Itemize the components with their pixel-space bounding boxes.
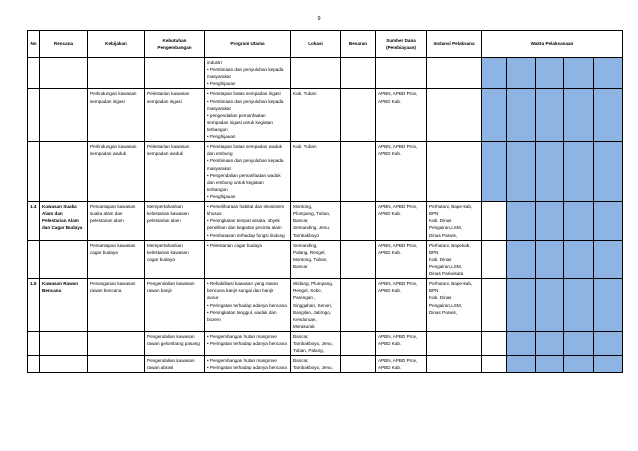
cell-kebutuhan	[145, 58, 205, 89]
schedule-cell	[482, 202, 507, 241]
lokasi-line: Bancar	[293, 263, 308, 269]
cell-lokasi	[291, 58, 341, 89]
program-line: • Peringatan terhadap adanya bencana	[207, 302, 287, 308]
sumber-line: APBD Kab.	[378, 98, 402, 104]
sumber-line: APBN, APBD Prov,	[378, 242, 417, 248]
lokasi-line: Tambakboyo	[293, 232, 320, 238]
cell-instansi	[427, 240, 482, 279]
cell-lokasi	[291, 89, 341, 142]
cell-no	[28, 279, 40, 332]
no-text: 1.5	[30, 281, 37, 287]
cell-kebutuhan	[145, 279, 205, 332]
kebutuhan-line: sempadan irigasi	[147, 98, 182, 104]
cell-lokasi	[291, 279, 341, 332]
table-header-row	[28, 31, 623, 58]
cell-program	[205, 279, 291, 332]
table-row	[28, 331, 623, 355]
cell-rencana	[40, 331, 88, 355]
sumber-line: APBD Kab.	[378, 151, 402, 157]
kebutuhan-line: rawan abrasi	[147, 365, 174, 371]
cell-sumber	[376, 89, 427, 142]
schedule-cell	[536, 202, 564, 241]
schedule-cell	[594, 142, 623, 202]
cell-lokasi	[291, 142, 341, 202]
schedule-cell	[536, 331, 564, 355]
header-no: No	[28, 31, 40, 58]
cell-lokasi	[291, 356, 341, 373]
program-line: • Penghijauan	[207, 193, 236, 199]
header-sumber: Sumber Dana (Pembiayaan)	[376, 31, 427, 58]
lokasi-line: Widang, Plumpang,	[293, 281, 334, 287]
program-line: khusus	[207, 211, 222, 217]
sumber-line: APBN, APBD Prov,	[378, 358, 417, 364]
schedule-cell	[564, 142, 594, 202]
kebutuhan-line: rawan banjir	[147, 288, 173, 294]
sumber-line: APBD Kab.	[378, 341, 402, 347]
schedule-cell	[594, 279, 623, 332]
header-kebutuhan: Kebutuhan Pengembangan	[145, 31, 205, 58]
rencana-line: Kawasan Rawan	[42, 281, 78, 287]
cell-no	[28, 202, 40, 241]
program-line: dan embung	[207, 151, 233, 157]
sumber-line: APBN, APBD Prov,	[378, 333, 417, 339]
schedule-cell	[536, 356, 564, 373]
cell-sumber	[376, 279, 427, 332]
table-row	[28, 279, 623, 332]
program-line: • Pembinaan dan penyuluhan kepada	[207, 158, 284, 164]
program-line: • Penghijauan	[207, 134, 236, 140]
cell-program	[205, 58, 291, 89]
schedule-cell	[507, 202, 536, 241]
program-line: industri	[207, 60, 222, 65]
schedule-cell	[594, 89, 623, 142]
kebutuhan-line: cagar budaya	[147, 256, 175, 262]
schedule-cell	[482, 240, 507, 279]
cell-rencana	[40, 356, 88, 373]
instansi-line: Perhutani, Bape-kab, BPN	[429, 281, 473, 294]
instansi-line: Kab. Dinas Pengairan,LSM,	[429, 295, 462, 308]
program-line: • Peringatan terhadap adanya bencana	[207, 365, 287, 371]
cell-instansi	[427, 58, 482, 89]
table-body	[28, 58, 623, 373]
table-row	[28, 142, 623, 202]
cell-kebijakan	[88, 142, 145, 202]
sumber-line: APBD Kab.	[378, 249, 402, 255]
program-line: • Peningkatan tanggul, waduk dan	[207, 309, 277, 315]
program-line: • Pengembangan hutan mangrove	[207, 333, 277, 339]
program-line: sempadan irigasi untuk kegiatan	[207, 119, 273, 125]
cell-instansi	[427, 279, 482, 332]
program-line: • Penghijauan	[207, 81, 236, 87]
cell-instansi	[427, 331, 482, 355]
rencana-line: dan Cagar Budaya	[42, 225, 83, 231]
program-line: masyarakat	[207, 165, 231, 171]
schedule-cell	[482, 356, 507, 373]
schedule-cell	[594, 240, 623, 279]
kebijakan-line: suaka alam dan	[90, 211, 123, 217]
schedule-cell	[564, 240, 594, 279]
program-line: • Pemeliharaan habitat dan ekosistem	[207, 204, 285, 210]
cell-kebutuhan	[145, 89, 205, 142]
kebijakan-line: pelestarian alam	[90, 218, 124, 224]
lokasi-line: Bancar,	[293, 218, 309, 224]
cell-no	[28, 240, 40, 279]
cell-kebijakan	[88, 331, 145, 355]
rencana-line: Pelestarian Alam	[42, 218, 79, 224]
schedule-cell	[507, 89, 536, 142]
rencana-line: Kawasan Suaka	[42, 204, 77, 210]
schedule-cell	[564, 89, 594, 142]
schedule-cell	[507, 356, 536, 373]
cell-sumber	[376, 202, 427, 241]
instansi-line: Dinas Pariwisata	[429, 271, 464, 277]
cell-kebutuhan	[145, 356, 205, 373]
instansi-line: Perhutani, Bapekab, BPN	[429, 242, 471, 255]
program-line: • Pelestarian cagar budaya	[207, 242, 262, 248]
cell-kebijakan	[88, 356, 145, 373]
schedule-cell	[507, 331, 536, 355]
cell-no	[28, 331, 40, 355]
kebutuhan-line: Pengendalian kawasan	[147, 333, 195, 339]
instansi-line: Kab. Dinas Pengairan,LSM,	[429, 218, 462, 231]
cell-instansi	[427, 356, 482, 373]
cell-lokasi	[291, 202, 341, 241]
instansi-line: Kab. Dinas Pengairan,LSM,	[429, 256, 462, 269]
kebutuhan-line: kelestarian kawasan	[147, 249, 189, 255]
schedule-cell	[482, 279, 507, 332]
cell-besaran	[341, 331, 376, 355]
program-line: dan embung untuk kegiatan	[207, 179, 264, 185]
cell-besaran	[341, 142, 376, 202]
instansi-line: Perhutani, Bape-kab, BPN	[429, 204, 473, 217]
cell-lokasi	[291, 331, 341, 355]
schedule-cell	[594, 331, 623, 355]
cell-instansi	[427, 142, 482, 202]
lokasi-line: Semanding,	[293, 242, 318, 248]
cell-rencana	[40, 58, 88, 89]
cell-no	[28, 356, 40, 373]
instansi-line: Dinas Parwis,	[429, 309, 458, 315]
header-kebijakan: Kebijakan	[88, 31, 145, 58]
cell-besaran	[341, 356, 376, 373]
lokasi-line: Plumpang, Tuban,	[293, 211, 331, 217]
cell-sumber	[376, 240, 427, 279]
header-program: Program Utama	[205, 31, 291, 58]
lokasi-line: Palang, Rengel,	[293, 249, 326, 255]
cell-no	[28, 142, 40, 202]
cell-instansi	[427, 202, 482, 241]
kebijakan-line: Pemantapan kawasan	[90, 204, 136, 210]
schedule-cell	[482, 58, 507, 89]
cell-kebutuhan	[145, 202, 205, 241]
kebutuhan-line: Pelestarian kawasan	[147, 144, 190, 150]
kebijakan-line: rawan bencana	[90, 288, 122, 294]
sumber-line: APBN, APBD Prov,	[378, 281, 417, 287]
program-line: • Pengendalian pemanfaatan waduk	[207, 172, 281, 178]
kebutuhan-line: pelestarian alam	[147, 218, 181, 224]
program-table	[27, 30, 623, 373]
program-line: bencana banjir sungai dan banjir	[207, 288, 274, 294]
kebutuhan-line: Pengendalian kawasan	[147, 358, 195, 364]
cell-kebijakan	[88, 202, 145, 241]
program-line: • Penetapan batas sempadan irigasi	[207, 91, 281, 97]
no-text: 1.4	[30, 204, 37, 210]
schedule-cell	[536, 279, 564, 332]
cell-besaran	[341, 240, 376, 279]
kebijakan-line: sempadan irigasi	[90, 98, 125, 104]
lokasi-line: Bancar,	[293, 358, 309, 364]
cell-kebutuhan	[145, 331, 205, 355]
schedule-cell	[536, 142, 564, 202]
cell-kebijakan	[88, 89, 145, 142]
program-line: • Pengembangan hutan mangrove	[207, 358, 277, 364]
table-row	[28, 356, 623, 373]
lokasi-line: Montong, Tuban,	[293, 256, 328, 262]
schedule-cell	[564, 202, 594, 241]
table-row	[28, 58, 623, 89]
cell-kebijakan	[88, 58, 145, 89]
cell-sumber	[376, 356, 427, 373]
rencana-line: Alam dan	[42, 211, 63, 217]
cell-rencana	[40, 202, 88, 241]
header-instansi: Instansi Pelaksana	[427, 31, 482, 58]
schedule-cell	[564, 279, 594, 332]
header-besaran: Besaran	[341, 31, 376, 58]
sumber-line: APBD Kab.	[378, 288, 402, 294]
program-line: masyarakat	[207, 74, 231, 80]
lokasi-line: Bangilan, Jatirogo,	[293, 309, 332, 315]
cell-besaran	[341, 58, 376, 89]
page-number: 9	[317, 16, 321, 22]
program-line: avour	[207, 295, 219, 301]
program-line: • Pembatasan terhadap fungsi lindung	[207, 232, 285, 238]
lokasi-line: Bancar,	[293, 333, 309, 339]
cell-rencana	[40, 279, 88, 332]
program-line: • pengendalian pemanfaatan	[207, 112, 266, 118]
kebutuhan-line: Mempertahankan	[147, 204, 183, 210]
cell-kebutuhan	[145, 142, 205, 202]
program-line: • Peringatan terhadap adanya bencana	[207, 341, 287, 347]
schedule-cell	[564, 58, 594, 89]
lokasi-line: Kab. Tuban	[293, 91, 317, 97]
kebijakan-line: Pemantapan kawasan	[90, 242, 136, 248]
header-rencana: Rencana	[40, 31, 88, 58]
program-line: • Rehabilitasi kawasan yang rawan	[207, 281, 279, 287]
sumber-line: APBD Kab.	[378, 211, 402, 217]
program-line: terbangun	[207, 186, 228, 192]
cell-program	[205, 89, 291, 142]
program-line: bozem	[207, 316, 221, 322]
lokasi-line: Merakurak	[293, 323, 315, 329]
kebijakan-line: Perlindungan kawasan	[90, 91, 137, 97]
program-line: penelitian dan kegiatan pecinta alam	[207, 225, 282, 231]
kebijakan-line: sempadan waduk	[90, 151, 127, 157]
rencana-line: Bencana	[42, 288, 62, 294]
cell-instansi	[427, 89, 482, 142]
schedule-cell	[536, 89, 564, 142]
schedule-cell	[564, 331, 594, 355]
schedule-cell	[482, 331, 507, 355]
cell-besaran	[341, 89, 376, 142]
schedule-cell	[482, 89, 507, 142]
lokasi-line: Tuban, Palang,	[293, 348, 324, 354]
schedule-cell	[507, 279, 536, 332]
lokasi-line: Tambakboyo, Jenu,	[293, 341, 333, 347]
cell-no	[28, 89, 40, 142]
lokasi-line: Kab. Tuban	[293, 144, 317, 150]
sumber-line: APBD Kab.	[378, 365, 402, 371]
schedule-cell	[564, 356, 594, 373]
schedule-cell	[507, 58, 536, 89]
instansi-line: Dinas Parwis,	[429, 232, 458, 238]
cell-kebijakan	[88, 240, 145, 279]
kebutuhan-line: kelestarian kawasan	[147, 211, 189, 217]
schedule-cell	[594, 202, 623, 241]
cell-program	[205, 331, 291, 355]
header-waktu: Waktu Pelaksanaan	[482, 31, 623, 58]
kebutuhan-line: Mempertahankan	[147, 242, 183, 248]
cell-no	[28, 58, 40, 89]
program-line: • Pembinaan dan penyuluhan kepada	[207, 98, 284, 104]
cell-program	[205, 202, 291, 241]
kebutuhan-line: rawan gelombang pasang	[147, 341, 200, 347]
lokasi-line: Rengel, Soko,	[293, 288, 322, 294]
cell-sumber	[376, 142, 427, 202]
program-line: masyarakat	[207, 105, 231, 111]
cell-program	[205, 142, 291, 202]
cell-rencana	[40, 240, 88, 279]
program-line: • Pembinaan dan penyuluhan kepada	[207, 67, 284, 73]
table-row	[28, 89, 623, 142]
program-line: terbangun	[207, 126, 228, 132]
lokasi-line: Singgahan, Senori,	[293, 302, 333, 308]
cell-kebutuhan	[145, 240, 205, 279]
cell-besaran	[341, 279, 376, 332]
kebutuhan-line: Pengendalian kawasan	[147, 281, 195, 287]
schedule-cell	[482, 142, 507, 202]
lokasi-line: Tambakboyo, Jenu,	[293, 365, 333, 371]
kebijakan-line: Perlindungan kawasan	[90, 144, 137, 150]
schedule-cell	[536, 58, 564, 89]
cell-rencana	[40, 142, 88, 202]
header-lokasi: Lokasi	[291, 31, 341, 58]
kebijakan-line: cagar budaya	[90, 249, 118, 255]
schedule-cell	[507, 240, 536, 279]
lokasi-line: Parengan ,	[293, 295, 316, 301]
kebutuhan-line: Pelestarian kawasan	[147, 91, 190, 97]
schedule-cell	[594, 356, 623, 373]
schedule-cell	[507, 142, 536, 202]
schedule-cell	[594, 58, 623, 89]
cell-sumber	[376, 331, 427, 355]
cell-program	[205, 240, 291, 279]
schedule-cell	[536, 240, 564, 279]
table-row	[28, 202, 623, 241]
lokasi-line: Montong,	[293, 204, 313, 210]
program-line: • Penetapan batas sempadan waduk	[207, 144, 282, 150]
cell-program	[205, 356, 291, 373]
lokasi-line: Kenduruan,	[293, 316, 317, 322]
cell-kebijakan	[88, 279, 145, 332]
sumber-line: APBN, APBD Prov,	[378, 91, 417, 97]
program-line: • Peningkatan tempat wisata, obyek	[207, 218, 280, 224]
cell-besaran	[341, 202, 376, 241]
sumber-line: APBN, APBD Prov,	[378, 144, 417, 150]
sumber-line: APBN, APBD Prov,	[378, 204, 417, 210]
kebijakan-line: Penanganan kawasan	[90, 281, 136, 287]
kebutuhan-line: sempadan waduk	[147, 151, 184, 157]
cell-rencana	[40, 89, 88, 142]
table-row	[28, 240, 623, 279]
cell-lokasi	[291, 240, 341, 279]
lokasi-line: Semanding, Jenu,	[293, 225, 331, 231]
cell-sumber	[376, 58, 427, 89]
